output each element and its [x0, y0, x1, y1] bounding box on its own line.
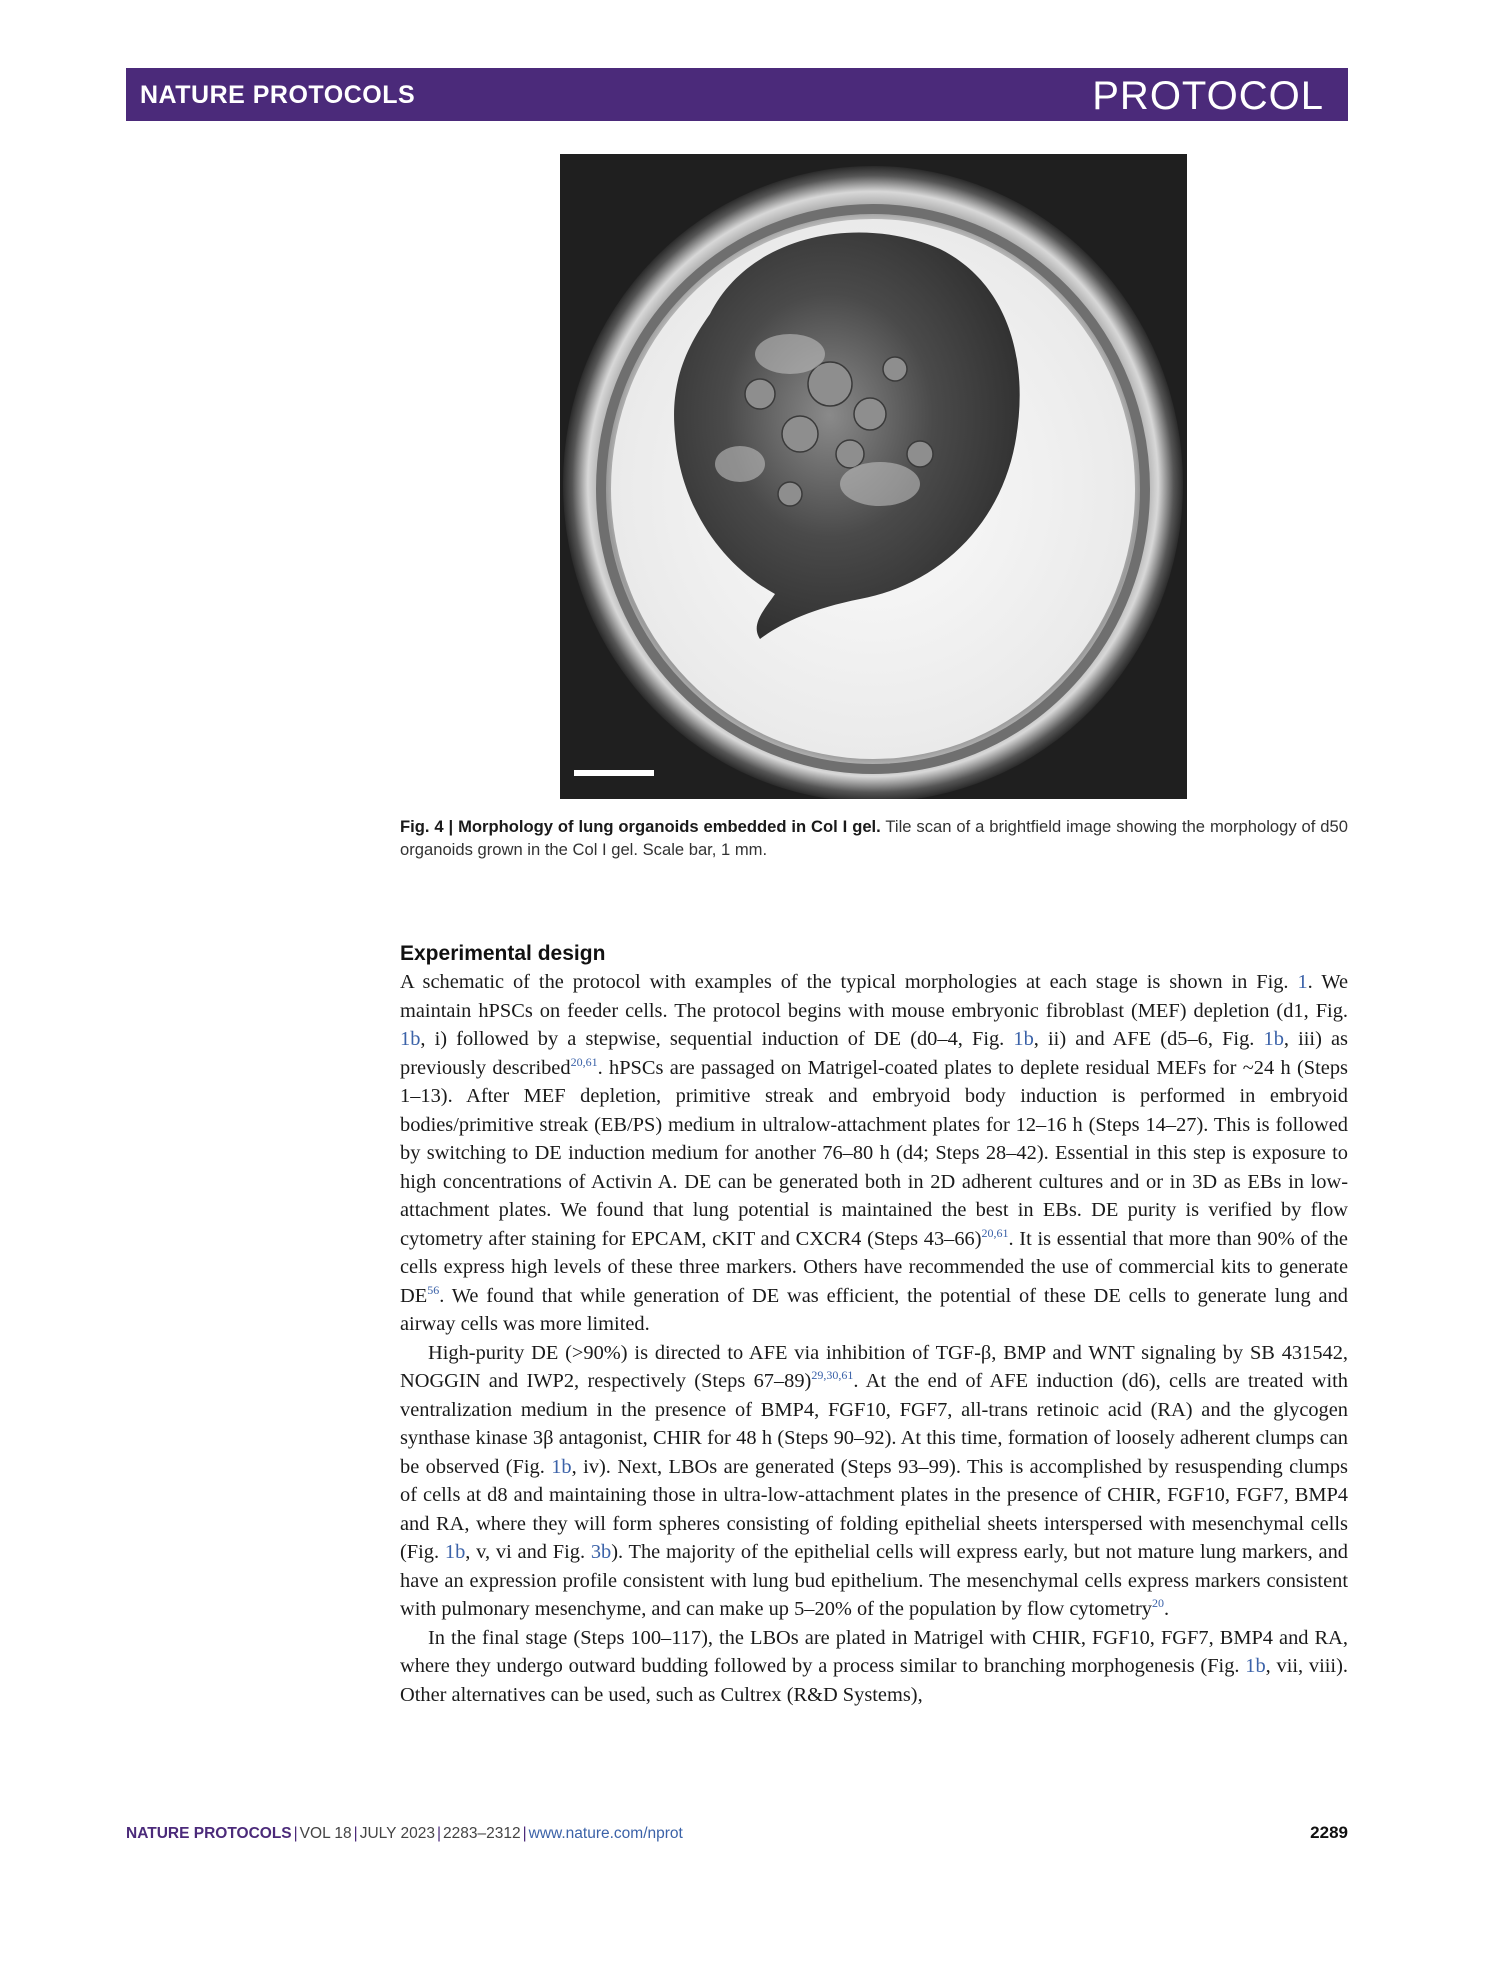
journal-name: NATURE PROTOCOLS — [140, 81, 416, 109]
text-run: . We found that while generation of DE was efficient, the potential of these DE cells to generate lung and airway cells was more limited. — [400, 1284, 1348, 1335]
article-type-label: PROTOCOL — [1092, 74, 1324, 118]
figure-ref-link[interactable]: 1b — [1245, 1655, 1266, 1677]
scale-bar — [574, 770, 654, 776]
bud — [836, 440, 864, 468]
text-run: , iii) as previously described — [400, 1028, 1348, 1079]
organoid-brightfield-figure — [560, 154, 1187, 799]
footer-pages: 2283–2312 — [443, 1825, 521, 1842]
body-text — [400, 968, 1348, 1709]
bud — [907, 441, 933, 467]
text-run: High-purity DE (>90%) is directed to AFE via inhibition of TGF-β, BMP and WNT signaling by SB 431542, NOGGIN and IWP2, respectively (Steps 67–89) — [400, 1341, 1348, 1392]
paragraph-3 — [400, 1624, 1348, 1710]
figure-label: Fig. 4 | — [400, 817, 454, 836]
bud — [854, 398, 886, 430]
patch — [755, 334, 825, 374]
footer-url-link[interactable]: www.nature.com/nprot — [528, 1825, 683, 1842]
text-run: A schematic of the protocol with examples of the typical morphologies at each stage is shown in Fig. — [400, 971, 1298, 993]
figure-ref-link[interactable]: 1b — [1263, 1028, 1284, 1050]
bud — [883, 357, 907, 381]
section-heading: Experimental design — [400, 942, 606, 965]
figure-title: Morphology of lung organoids embedded in Col I gel. — [458, 817, 881, 836]
paragraph-1 — [400, 968, 1348, 1339]
paragraph-2 — [400, 1339, 1348, 1624]
text-run: . We maintain hPSCs on feeder cells. The protocol begins with mouse embryonic fibroblast (MEF) depletion (d1, Fig. — [400, 971, 1348, 1022]
text-run: ). The majority of the epithelial cells will express early, but not mature lung markers, and have an expression profile consistent with lung bud epithelium. The mesenchymal cells express markers consistent with pulmonary mesenchyme, and can make up 5–20% of the population by flow cytometry — [400, 1541, 1348, 1620]
footer-date: JULY 2023 — [359, 1825, 435, 1842]
citation-link[interactable]: 56 — [427, 1282, 440, 1297]
bud — [745, 379, 775, 409]
figure-caption-body: Tile scan of a brightfield image showing the morphology of d50 organoids grown in the Col I gel. Scale bar, 1 mm. — [400, 817, 1348, 859]
text-run: , ii) and AFE (d5–6, Fig. — [1033, 1028, 1264, 1050]
footer-volume: VOL 18 — [299, 1825, 352, 1842]
journal-header-bar — [126, 68, 1348, 121]
figure-ref-link[interactable]: 1b — [400, 1028, 421, 1050]
citation-link[interactable]: 20,61 — [570, 1054, 598, 1069]
text-run: , vii, viii). Other alternatives can be used, such as Cultrex (R&D Systems), — [400, 1655, 1348, 1706]
text-run: , i) followed by a stepwise, sequential induction of DE (d0–4, Fig. — [420, 1028, 1014, 1050]
patch — [715, 446, 765, 482]
figure-ref-link[interactable]: 1 — [1297, 971, 1308, 993]
citation-link[interactable]: 20 — [1152, 1596, 1165, 1611]
page-number: 2289 — [1310, 1823, 1348, 1842]
text-run: . — [1164, 1598, 1170, 1620]
footer-separator: | — [293, 1825, 298, 1842]
bud — [778, 482, 802, 506]
text-run: In the final stage (Steps 100–117), the LBOs are plated in Matrigel with CHIR, FGF10, FGF7, BMP4 and RA, where they undergo outward budding followed by a process similar to branching morphogenesis (Fig. — [400, 1626, 1348, 1677]
figure-ref-link[interactable]: 3b — [590, 1541, 612, 1563]
text-run: . At the end of AFE induction (d6), cells are treated with ventralization medium in the presence of BMP4, FGF10, FGF7, all-trans retinoic acid (RA) and the glycogen synthase kinase 3β antagonist, CHIR for 48 h (Steps 90–92). At this time, formation of loosely adherent clumps can be observed (Fig. — [400, 1370, 1348, 1478]
figure-ref-link[interactable]: 1b — [1013, 1028, 1034, 1050]
citation-link[interactable]: 29,30,61 — [811, 1368, 854, 1383]
text-run: , v, vi and Fig. — [465, 1541, 591, 1563]
text-run: . It is essential that more than 90% of the cells express high levels of these three markers. Others have recommended the use of commercial kits to generate DE — [400, 1227, 1348, 1307]
figure-caption — [400, 815, 1348, 861]
footer-journal: NATURE PROTOCOLS — [126, 1825, 292, 1842]
text-run: , iv). Next, LBOs are generated (Steps 93–99). This is accomplished by resuspending clumps of cells at d8 and maintaining those in ultra-low-attachment plates in the presence of CHIR, FGF10, FGF7, BMP4 and RA, where they will form spheres consisting of folding epithelial sheets interspersed with mesenchymal cells (Fig. — [400, 1455, 1348, 1563]
patch — [840, 462, 920, 506]
bud — [782, 416, 818, 452]
footer-separator: | — [353, 1825, 358, 1842]
footer-separator: | — [522, 1825, 527, 1842]
figure-ref-link[interactable]: 1b — [444, 1541, 466, 1563]
bud — [808, 362, 852, 406]
footer-separator: | — [436, 1825, 441, 1842]
page-footer — [126, 1825, 683, 1843]
citation-link[interactable]: 20,61 — [981, 1225, 1009, 1240]
text-run: . hPSCs are passaged on Matrigel-coated plates to deplete residual MEFs for ~24 h (Steps 1–13). After MEF depletion, primitive streak and embryoid body induction is performed in embryoid bodies/primitive streak (EB/PS) medium in ultralow-attachment plates for 12–16 h (Steps 14–27). This is followed by switching to DE induction medium for another 76–80 h (d4; Steps 28–42). Essential in this step is exposure to high concentrations of Activin A. DE can be generated both in 2D adherent cultures and or in 3D as EBs in low-attachment plates. We found that lung potential is maintained the best in EBs. DE purity is verified by flow cytometry after staining for EPCAM, cKIT and CXCR4 (Steps 43–66) — [400, 1056, 1348, 1250]
figure-ref-link[interactable]: 1b — [551, 1455, 572, 1478]
